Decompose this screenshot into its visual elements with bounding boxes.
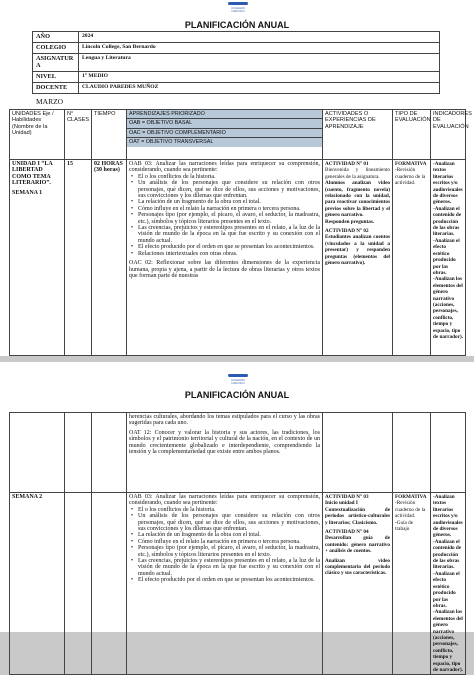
list-item: • El efecto producido por el orden en que se presentan los acontecimientos. [129, 577, 320, 583]
col-header-evaluacion: TIPO DE EVALUACIÓN [393, 110, 431, 160]
learning-objectives-cell [127, 493, 323, 675]
header-key: COLEGIO [33, 43, 79, 54]
header-value: 1° MEDIO [79, 72, 440, 83]
list-item: • El o los conflictos de la historia. [129, 174, 320, 180]
table-row [10, 413, 466, 493]
header-row [33, 72, 440, 83]
document-page-2 [0, 362, 474, 673]
oac-text: OAC 02: Reflexionar sobre las diferentes dimensiones de la experiencia humana, propia y ajena, a partir de la lectura de obras literarias y otros textos que forman parte de nuestras [129, 260, 320, 279]
evaluation-cell [393, 413, 431, 493]
list-item: • El efecto producido por el orden en que se presentan los acontecimientos. [129, 244, 320, 250]
activity-title: ACTIVIDAD N° 04 [325, 529, 369, 536]
activity-line: Analizan video complementario del periodo clásico y sus características. [325, 557, 390, 577]
list-item: • Un análisis de los personajes que considere su relación con otros personajes, qué dicen, qué se dice de ellos, sus acciones y motivaciones, sus convicciones y los dilemas que enfrentan. [129, 513, 320, 532]
list-item: • Personajes tipo (por ejemplo, el pícaro, el avaro, el seductor, la madrastra, etc.), símbolos y tópicos literarios presentes en el texto. [129, 212, 320, 225]
band-aprendizajes: APRENDIZAJES PRIORIZADO [127, 110, 322, 119]
table-row [10, 160, 466, 356]
time-cell: 02 HORAS (30 horas) [92, 160, 127, 356]
list-item: • Cómo influye en el relato la narración en primera o tercera persona. [129, 539, 320, 545]
school-logo [222, 374, 254, 388]
time-cell [92, 493, 127, 675]
indicator-item: -Analizan textos literarios escritos y/o audiovisuales de diversos géneros. [433, 161, 463, 206]
oab-bullet-list [129, 174, 320, 257]
evaluation-line: -Revisión cuaderno de la actividad. [395, 500, 426, 520]
planning-table-continued [9, 412, 466, 675]
evaluation-type: FORMATIVA [395, 161, 427, 167]
activities-cell [323, 493, 393, 675]
list-item: • Las creencias, prejuicios y estereotipos presentes en el relato, a la luz de la visión de mundo de la época en la que fue escrito y su conexión con el mundo actual. [129, 225, 320, 244]
activity-title: ACTIVIDAD N° 02 [325, 228, 369, 235]
unit-cell [10, 413, 65, 493]
table-row [10, 493, 466, 675]
list-item: • El o los conflictos de la historia. [129, 507, 320, 513]
learning-objectives-cell [127, 160, 323, 356]
logo-emblem [228, 2, 248, 5]
header-info-table [32, 31, 440, 94]
month-label: MARZO [36, 97, 64, 106]
activity-line: Estudiantes analizan cuentos (vinculados a la unidad a presentar) y responden preguntas (elementos del género narrativo). [325, 234, 390, 267]
evaluation-cell [393, 493, 431, 675]
col-header-tiempo: TIEMPO [92, 110, 127, 160]
activity-line: Inicio unidad I [325, 500, 358, 507]
activities-cell [323, 160, 393, 356]
list-item: • Personajes tipo (por ejemplo, el pícaro, el avaro, el seductor, la madrastra, etc.), símbolos y tópicos literarios presentes en el texto. [129, 545, 320, 558]
list-item: • Cómo influye en el relato la narración en primera o tercera persona. [129, 206, 320, 212]
indicator-item: -Analizan el efecto estético producido por las obras. [433, 570, 460, 609]
col-header-actividades: ACTIVIDADES O EXPERIENCIAS DE APRENDIZAJE [323, 110, 393, 160]
oab-intro: OAB 03: Analizar las narraciones leídas para enriquecer su comprensión, considerando, cuando sea pertinente: [129, 494, 320, 507]
week-label: SEMANA 2 [12, 494, 43, 500]
indicator-item: -Analizan los elementos del género narrativo (acciones, personajes, conflicto, tiempo y espacio, tipo de narrador). [433, 276, 463, 340]
activity-line: Alumnos analizan video (cuento, fragmento novela) relacionado con la unidad, para reactivar conocimientos previos sobre la libertad y el género narrativo. [325, 180, 390, 219]
list-item: • Relaciones intertextuales con otras obras. [129, 251, 320, 257]
evaluation-line: -Guía de trabajo [395, 519, 414, 533]
oab-intro: OAB 03: Analizar las narraciones leídas para enriquecer su comprensión, considerando, cuando sea pertinente: [129, 161, 320, 174]
unit-cell [10, 493, 65, 675]
indicators-cell [431, 160, 466, 356]
band-oab: OAB = OBJETIVO BASAL [127, 119, 322, 128]
activity-title: ACTIVIDAD N° 03 [325, 494, 369, 500]
indicator-item: -Analizan los elementos del género narrativo (acciones, personajes, conflicto, tiempo y espacio, tipo de narrador). [433, 609, 463, 673]
activity-line: Desarrollan guía de contenido: género narrativo + análisis de cuentos. [325, 535, 390, 555]
logo-text-line2: LINCOLN [231, 9, 245, 13]
school-logo [222, 2, 254, 16]
unit-name: UNIDAD I “LA LIBERTAD COMO TEMA LITERARIO”. [12, 161, 53, 187]
col-header-indicadores: INDICADORES DE EVALUACIÓN [431, 110, 466, 160]
evaluation-cell [393, 160, 431, 356]
time-cell [92, 413, 127, 493]
oat-text: OAT 12: Conocer y valorar la historia y sus actores, las tradiciones, los símbolos y el patrimonio territorial y cultural de la nación, en el contexto de un mundo crecientemente globalizado e interdependiente, comprendiendo la tensión y la complementariedad que existe entre ambos planos. [129, 429, 320, 456]
oab-bullet-list [129, 507, 320, 584]
page-title: PLANIFICACIÓN ANUAL [184, 20, 290, 30]
logo-text-line2: LINCOLN [231, 381, 245, 385]
band-oac: OAC = OBJETIVO COMPLEMENTARIO [127, 129, 322, 138]
activity-line: Contextualización de periodos artístico-culturales y literarios; Clasicismo. [325, 506, 390, 526]
unit-cell [10, 160, 65, 356]
continued-text: herencias culturales, abordando los temas estipulados para el curso y las obras sugeridas para cada uno. [129, 414, 320, 427]
col-header-aprendizajes [127, 110, 323, 160]
indicator-item: -Analizan textos literarios escritos y/o audiovisuales de diversos géneros. [433, 494, 463, 539]
header-key: DOCENTE [33, 83, 79, 94]
header-row [33, 83, 440, 94]
activity-line: Bienvenida y lineamiento generales de la asignatura. [325, 167, 390, 180]
indicator-item: -Analizan el contenido de producción de las obras literarias. [433, 205, 462, 238]
classes-count: 15 [65, 160, 92, 356]
indicator-item: -Analizan el contenido de producción de las obras literarias. [433, 538, 462, 571]
header-value: Lengua y Literatura [79, 54, 440, 72]
classes-cell [65, 413, 92, 493]
planning-table [9, 109, 472, 356]
col-header-clases: N° CLASES [65, 110, 92, 160]
activities-cell [323, 413, 393, 493]
logo-text-line1: COLEGIO [231, 378, 245, 382]
indicator-item: -Analizan el efecto estético producido por las obras. [433, 237, 460, 276]
logo-emblem [228, 374, 248, 377]
list-item: • La relación de un fragmento de la obra con el total. [129, 532, 320, 538]
indicators-cell [431, 493, 466, 675]
activity-line: Responden preguntas. [325, 218, 375, 225]
evaluation-type: FORMATIVA [395, 494, 427, 500]
header-key: ASIGNATUR A [33, 54, 79, 72]
header-key: NIVEL [33, 72, 79, 83]
header-value: 2024 [79, 32, 440, 43]
table-header-row [10, 110, 466, 160]
evaluation-line: -Revisión cuaderno de la actividad. [395, 167, 426, 187]
header-row [33, 54, 440, 72]
activity-title: ACTIVIDAD N° 01 [325, 161, 369, 167]
col-header-unidades: UNIDADES Eje / Habilidades (Nombre de la Unidad) [10, 110, 65, 160]
list-item: • La relación de un fragmento de la obra con el total. [129, 199, 320, 205]
header-row [33, 32, 440, 43]
header-row [33, 43, 440, 54]
page-title: PLANIFICACIÓN ANUAL [184, 390, 290, 400]
indicators-cell [431, 413, 466, 493]
classes-cell [65, 493, 92, 675]
header-key: AÑO [33, 32, 79, 43]
learning-objectives-cell [127, 413, 323, 493]
header-value: CLAUDIO PAREDES MUÑOZ [79, 83, 440, 94]
band-oat: OAT = OBJETIVO TRANSVERSAL [127, 138, 322, 146]
list-item: • Un análisis de los personajes que considere su relación con otros personajes, qué dicen, qué se dice de ellos, sus acciones y motivaciones, sus convicciones y los dilemas que enfrentan. [129, 180, 320, 199]
week-label: SEMANA 1 [12, 189, 43, 196]
list-item: • Las creencias, prejuicios y estereotipos presentes en el relato, a la luz de la visión de mundo de la época en la que fue escrito y su conexión con el mundo actual. [129, 558, 320, 577]
logo-text-line1: COLEGIO [231, 6, 245, 10]
header-value: Lincoln College, San Bernardo [79, 43, 440, 54]
